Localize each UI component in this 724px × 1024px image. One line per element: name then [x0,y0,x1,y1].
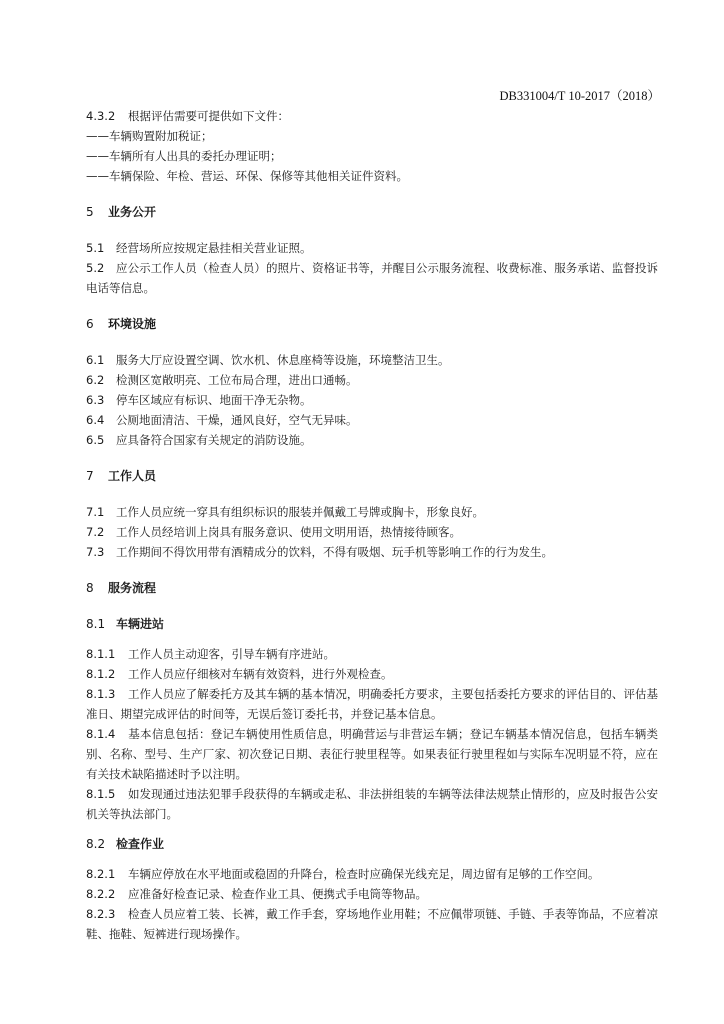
clause-text: 基本信息包括：登记车辆使用性质信息，明确营运与非营运车辆；登记车辆基本情况信息，包括车辆类别、名称、型号、生产厂家、初次登记日期、表征行驶里程等。如果表征行驶里程如与实际车况明显不符，应在有关技术缺陷描述时予以注明。 [86,727,658,781]
clause-8-1-3 [86,684,658,724]
section-heading-8 [86,578,658,598]
section-number: 6 [86,317,94,331]
clause-text: 应公示工作人员（检查人员）的照片、资格证书等，并醒目公示服务流程、收费标准、服务承诺、监督投诉电话等信息。 [86,261,658,295]
clause-number: 8.2.3 [86,907,116,921]
clause-6-3 [86,390,658,410]
clause-8-2-3 [86,904,658,944]
clause-8-2-1 [86,864,658,884]
clause-number: 6.4 [86,413,105,427]
document-code: DB331004/T 10-2017（2018） [499,89,660,103]
clause-5-1 [86,238,658,258]
section-number: 5 [86,205,94,219]
clause-text: 如发现通过违法犯罪手段获得的车辆或走私、非法拼组装的车辆等法律法规禁止情形的，应及时报告公安机关等执法部门。 [86,787,658,821]
clause-6-1 [86,350,658,370]
clause-6-4 [86,410,658,430]
list-item: ——车辆保险、年检、营运、环保、保修等其他相关证件资料。 [86,169,408,183]
clause-text: 工作人员应了解委托方及其车辆的基本情况，明确委托方要求，主要包括委托方要求的评估目的、评估基准日、期望完成评估的时间等，无误后签订委托书，并登记基本信息。 [86,687,658,721]
clause-number: 4.3.2 [86,109,116,123]
clause-number: 8.2.2 [86,887,116,901]
section-heading-5 [86,202,658,222]
clause-number: 5.2 [86,261,105,275]
clause-number: 8.1.5 [86,787,116,801]
clause-number: 6.5 [86,433,105,447]
subsection-number: 8.2 [86,837,106,851]
section-heading-6 [86,314,658,334]
document-body [86,106,658,944]
clause-number: 8.1.3 [86,687,116,701]
section-title: 服务流程 [108,581,157,595]
list-item: ——车辆所有人出具的委托办理证明； [86,149,282,163]
clause-text: 经营场所应按规定悬挂相关营业证照。 [116,241,312,255]
clause-7-3 [86,542,658,562]
clause-text: 服务大厅应设置空调、饮水机、休息座椅等设施，环境整洁卫生。 [116,353,450,367]
clause-text: 车辆应停放在水平地面或稳固的升降台，检查时应确保光线充足，周边留有足够的工作空间。 [128,867,600,881]
clause-7-2 [86,522,658,542]
clause-number: 6.3 [86,393,105,407]
subsection-title: 检查作业 [116,837,165,851]
list-item: ——车辆购置附加税证； [86,129,213,143]
clause-number: 7.3 [86,545,105,559]
clause-8-2-2 [86,884,658,904]
clause-text: 工作人员经培训上岗具有服务意识、使用文明用语，热情接待顾客。 [116,525,461,539]
section-heading-7 [86,466,658,486]
required-documents-list [86,126,658,186]
clause-number: 7.1 [86,505,105,519]
clause-text: 公厕地面清洁、干燥，通风良好，空气无异味。 [116,413,358,427]
clause-5-2 [86,258,658,298]
clause-number: 8.2.1 [86,867,116,881]
clause-text: 应具备符合国家有关规定的消防设施。 [116,433,312,447]
clause-8-1-2 [86,664,658,684]
section-title: 工作人员 [108,469,157,483]
clause-text: 工作人员应统一穿具有组织标识的服装并佩戴工号牌或胸卡，形象良好。 [116,505,484,519]
clause-number: 6.2 [86,373,105,387]
clause-text: 工作人员应仔细核对车辆有效资料，进行外观检查。 [128,667,393,681]
clause-number: 7.2 [86,525,105,539]
clause-7-1 [86,502,658,522]
section-title: 环境设施 [108,317,157,331]
clause-number: 5.1 [86,241,105,255]
section-number: 8 [86,581,94,595]
clause-8-1-5 [86,784,658,824]
clause-4-3-2 [86,106,658,126]
clause-text: 检测区宽敞明亮、工位布局合理，进出口通畅。 [116,373,358,387]
clause-number: 6.1 [86,353,105,367]
clause-text: 工作期间不得饮用带有酒精成分的饮料，不得有吸烟、玩手机等影响工作的行为发生。 [116,545,553,559]
clause-text: 根据评估需要可提供如下文件： [128,109,289,123]
clause-number: 8.1.1 [86,647,116,661]
subsection-title: 车辆进站 [116,617,165,631]
subsection-number: 8.1 [86,617,106,631]
subsection-heading-8-2 [86,834,658,854]
clause-text: 检查人员应着工装、长裤，戴工作手套，穿场地作业用鞋；不应佩带项链、手链、手表等饰品，不应着凉鞋、拖鞋、短裤进行现场操作。 [86,907,658,941]
section-title: 业务公开 [108,205,157,219]
clause-6-2 [86,370,658,390]
clause-number: 8.1.4 [86,727,116,741]
clause-8-1-4 [86,724,658,784]
section-number: 7 [86,469,94,483]
clause-6-5 [86,430,658,450]
clause-8-1-1 [86,644,658,664]
clause-text: 应准备好检查记录、检查作业工具、便携式手电筒等物品。 [128,887,427,901]
subsection-heading-8-1 [86,614,658,634]
clause-text: 停车区域应有标识、地面干净无杂物。 [116,393,312,407]
clause-number: 8.1.2 [86,667,116,681]
clause-text: 工作人员主动迎客，引导车辆有序进站。 [128,647,335,661]
